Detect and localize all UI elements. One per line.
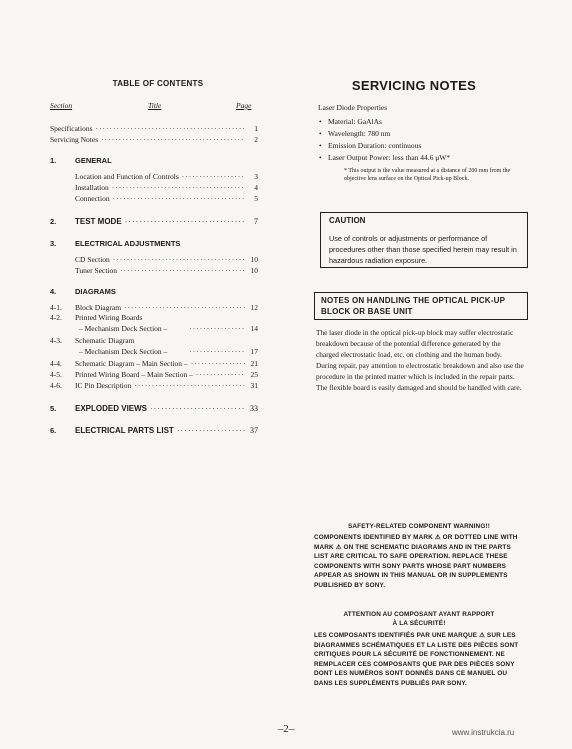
toc-subsection-number: 4-6. <box>50 381 62 390</box>
toc-entry-label: EXPLODED VIEWS <box>75 404 148 413</box>
toc-entry-location-controls[interactable] <box>75 172 258 182</box>
toc-entry-label: Installation <box>75 183 109 192</box>
toc-entry-label: Specifications <box>50 124 93 133</box>
toc-entry-label: Location and Function of Controls <box>75 172 179 181</box>
toc-entry-page: 7 <box>254 217 258 226</box>
toc-entry-page: 14 <box>250 324 258 333</box>
toc-entry-cd-section[interactable] <box>75 255 258 265</box>
toc-entry-schematic-main[interactable] <box>75 359 258 369</box>
toc-section-test-mode[interactable] <box>75 217 258 227</box>
page-number: –2– <box>277 723 295 735</box>
toc-subsection-number: 4-4. <box>50 359 62 368</box>
toc-section-number: 6. <box>50 426 57 435</box>
toc-entry-schematic-mechanism[interactable] <box>79 347 258 357</box>
laser-properties-heading: Laser Diode Properties <box>318 103 388 112</box>
toc-section-electrical-adjustments[interactable]: ELECTRICAL ADJUSTMENTS <box>75 239 181 248</box>
toc-header-title: Title <box>148 101 162 110</box>
toc-section-number: 3. <box>50 239 57 248</box>
watermark: www.instrukcia.ru <box>452 728 515 737</box>
toc-entry-page: 21 <box>250 359 258 368</box>
safety-warning-title-fr-2: À LA SÉCURITÉ! <box>392 620 446 627</box>
toc-entry-label: ELECTRICAL PARTS LIST <box>75 426 174 435</box>
toc-section-general[interactable]: GENERAL <box>75 156 112 165</box>
toc-entry-label: Printed Wiring Boards <box>75 313 143 322</box>
toc-entry-label: CD Section <box>75 255 110 264</box>
toc-entry-label: TEST MODE <box>75 217 122 226</box>
toc-entry-ic-pin[interactable] <box>75 381 258 391</box>
laser-property-emission: • Emission Duration: continuous <box>328 141 421 150</box>
toc-entry-label: IC Pin Description <box>75 381 132 390</box>
notes-handling-text: The laser diode in the optical pick-up block may suffer electrostatic breakdown because of the potential difference generated by the charged electrostatic load, etc. on clothing and the human body. During repair, pay attention to electrostatic breakdown and also use the procedure in the printed matter which is included in the repair parts. The flexible board is easily damaged and should be handled with care. <box>316 328 524 392</box>
laser-property-material: • Material: GaAlAs <box>328 117 382 126</box>
toc-header-section: Section <box>50 101 73 110</box>
toc-entry-page: 2 <box>254 135 258 144</box>
toc-entry-label: – Mechanism Deck Section – <box>79 347 168 356</box>
toc-entry-pwb-main[interactable] <box>75 370 258 380</box>
toc-section-parts-list[interactable] <box>75 426 258 436</box>
toc-header-page: Page <box>236 101 252 110</box>
toc-entry-label: Servicing Notes <box>50 135 99 144</box>
toc-entry-page: 10 <box>250 266 258 275</box>
toc-entry-page: 31 <box>250 381 258 390</box>
toc-entry-tuner-section[interactable] <box>75 266 258 276</box>
toc-subsection-number: 4-5. <box>50 370 62 379</box>
toc-entry-page: 12 <box>250 303 258 312</box>
toc-entry-installation[interactable] <box>75 183 258 193</box>
toc-entry-label: Printed Wiring Board – Main Section – <box>75 370 193 379</box>
toc-section-number: 1. <box>50 156 57 165</box>
toc-section-number: 2. <box>50 217 57 226</box>
toc-subsection-number: 4-1. <box>50 303 62 312</box>
toc-entry-page: 5 <box>254 194 258 203</box>
toc-entry-page: 33 <box>250 404 258 413</box>
toc-entry-label: Schematic Diagram – Main Section – <box>75 359 188 368</box>
toc-entry-block-diagram[interactable] <box>75 303 258 313</box>
toc-entry-page: 3 <box>254 172 258 181</box>
toc-entry-page: 17 <box>250 347 258 356</box>
notes-handling-title: NOTES ON HANDLING THE OPTICAL PICK-UP BLOCK OR BASE UNIT <box>321 296 506 316</box>
toc-entry-label: Tuner Section <box>75 266 118 275</box>
safety-warning-text: COMPONENTS IDENTIFIED BY MARK ⚠ OR DOTTED LINE WITH MARK ⚠ ON THE SCHEMATIC DIAGRAMS AND IN THE PARTS LIST ARE CRITICAL TO SAFE OPERATION. REPLACE THESE COMPONENTS WITH SONY PARTS WHOSE PART NUMBERS APPEAR AS SHOWN IN THIS MANUAL OR IN SUPPLEMENTS PUBLISHED BY SONY. <box>314 534 518 589</box>
laser-property-wavelength: • Wavelength: 780 nm <box>328 129 390 138</box>
servicing-notes-title: SERVICING NOTES <box>351 78 477 93</box>
laser-output-footnote: * This output is the value measured at a distance of 200 mm from the objective lens surface on the Optical Pick-up Block. <box>344 168 511 182</box>
toc-section-exploded-views[interactable] <box>75 404 258 414</box>
toc-entry-label: Connection <box>75 194 110 203</box>
toc-entry-pwb-mechanism[interactable] <box>79 324 258 334</box>
toc-entry-page: 1 <box>254 124 258 133</box>
toc-section-number: 4. <box>50 287 57 296</box>
toc-section-diagrams[interactable]: DIAGRAMS <box>75 287 116 296</box>
toc-entry-page: 25 <box>250 370 258 379</box>
caution-text: Use of controls or adjustments or performance of procedures other than those specified herein may result in hazardous radiation exposure. <box>329 234 517 265</box>
toc-subsection-number: 4-3. <box>50 336 62 345</box>
toc-entry-label: Schematic Diagram <box>75 336 135 345</box>
toc-entry-specifications[interactable] <box>50 124 258 134</box>
toc-entry-label: – Mechanism Deck Section – <box>79 324 168 333</box>
toc-subsection-number: 4-2. <box>50 313 62 322</box>
toc-entry-servicing-notes[interactable] <box>50 135 258 145</box>
toc-entry-page: 10 <box>250 255 258 264</box>
toc-entry-connection[interactable] <box>75 194 258 204</box>
safety-warning-title: SAFETY-RELATED COMPONENT WARNING!! <box>347 523 491 530</box>
toc-entry-label: Block Diagram <box>75 303 122 312</box>
caution-title: CAUTION <box>329 216 366 225</box>
safety-warning-title-fr: ATTENTION AU COMPOSANT AYANT RAPPORT <box>343 611 495 618</box>
toc-entry-page: 4 <box>254 183 258 192</box>
laser-property-output-power: • Laser Output Power: less than 44.6 μW* <box>328 153 450 162</box>
toc-title: TABLE OF CONTENTS <box>112 79 204 88</box>
safety-warning-text-fr: LES COMPOSANTS IDENTIFIÉS PAR UNE MARQUE ⚠ SUR LES DIAGRAMMES SCHÉMATIQUES ET LA LISTE DES PIÈCES SONT CRITIQUES POUR LA SÉCURITÉ DE FONCTIONNEMENT. NE REMPLACER CES COMPOSANTS QUE PAR DES PIÈCES SONY DONT LES NUMÉROS SONT DONNÉS DANS CE MANUEL OU DANS LES SUPPLÉMENTS PUBLIÉS PAR SONY. <box>314 632 519 687</box>
toc-entry-page: 37 <box>250 426 258 435</box>
toc-section-number: 5. <box>50 404 57 413</box>
